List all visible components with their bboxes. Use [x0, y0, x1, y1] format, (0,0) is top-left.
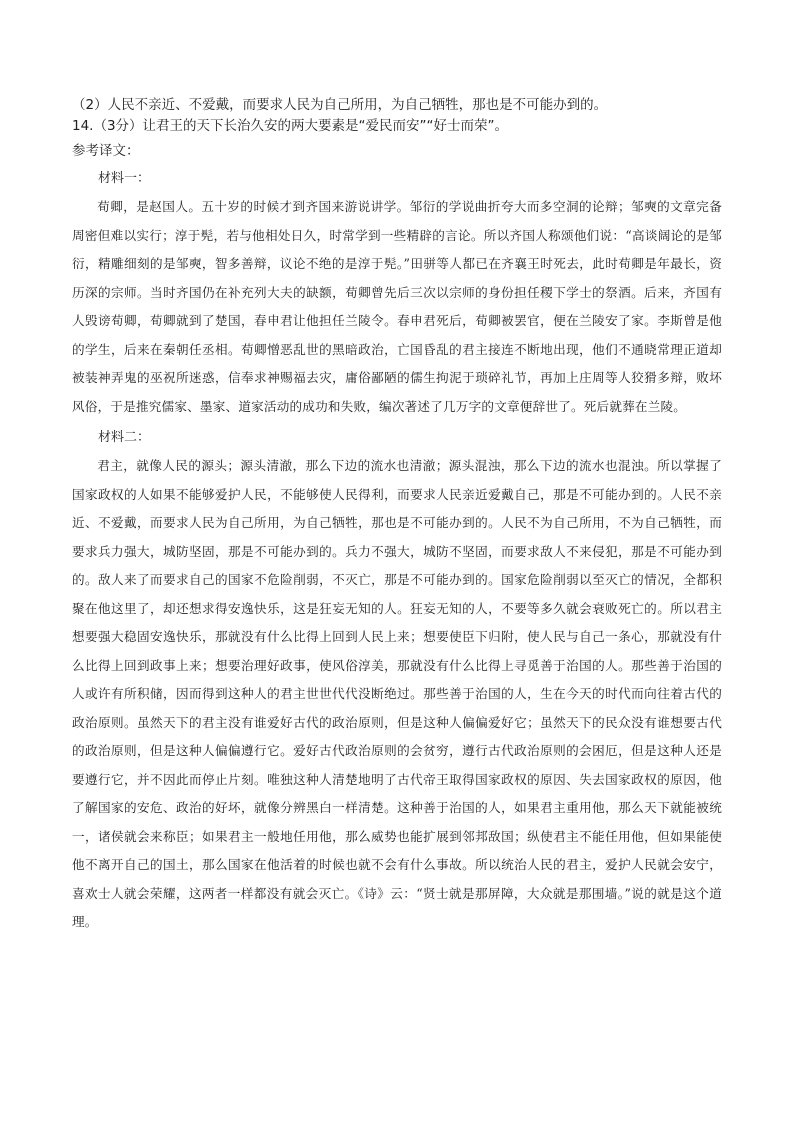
translation-heading: 参考译文：	[72, 143, 140, 159]
material-1-text: 荀卿，是赵国人。五十岁的时候才到齐国来游说讲学。邹衍的学说曲折夸大而多空洞的论辩；邹奭的文章完备周密但难以实行；淳于髡，若与他相处日久，时常学到一些精辟的言论。所以齐国人称颂他们说：“高谈阔论的是邹衍，精雕细刻的是邹奭，智多善辩，议论不绝的是淳于髡。”田骈等人都已在齐襄王时死去，此时荀卿是年最长，资历深的宗师。当时齐国仍在补充列大夫的缺额，荀卿曾先后三次以宗师的身份担任稷下学士的祭酒。后来，齐国有人毁谤荀卿，荀卿就到了楚国，春申君让他担任兰陵令。春申君死后，荀卿被罢官，便在兰陵安了家。李斯曾是他的学生，后来在秦朝任丞相。荀卿憎恶乱世的黑暗政治，亡国昏乱的君主接连不断地出现，他们不通晓常理正道却被装神弄鬼的巫祝所迷惑，信奉求神赐福去灾，庸俗鄙陋的儒生拘泥于琐碎礼节，再加上庄周等人狡猾多辩，败坏风俗，于是推究儒家、墨家、道家活动的成功和失败，编次著述了几万字的文章便辞世了。死后就葬在兰陵。	[72, 199, 722, 414]
material-2-title: 材料二：	[98, 430, 151, 445]
answer-line-2: （2）人民不亲近、不爱戴，而要求人民为自己所用，为自己牺牲，那也是不可能办到的。	[72, 97, 608, 113]
material-1-block	[72, 193, 722, 421]
answer-question-14: 14.（3分）让君王的天下长治久安的两大要素是“爱民而安”“好士而荣”。	[72, 118, 509, 134]
material-2-text: 君主，就像人民的源头；源头清澈，那么下边的流水也清澈；源头混浊，那么下边的流水也混浊。所以掌握了国家政权的人如果不能够爱护人民，不能够使人民得利，而要求人民亲近爱戴自己，那是不可能办到的。人民不亲近、不爱戴，而要求人民为自己所用，为自己牺牲，那也是不可能办到的。人民不为自己所用，不为自己牺牲，而要求兵力强大，城防坚固，那是不可能办到的。兵力不强大，城防不坚固，而要求敌人不来侵犯，那是不可能办到的。敌人来了而要求自己的国家不危险削弱，不灭亡，那是不可能办到的。国家危险削弱以至灭亡的情况，全都积聚在他这里了，却还想求得安逸快乐，这是狂妄无知的人。狂妄无知的人，不要等多久就会衰败死亡的。所以君主想要强大稳固安逸快乐，那就没有什么比得上回到人民上来；想要使臣下归附，使人民与自己一条心，那就没有什么比得上回到政事上来；想要治理好政事，使风俗淳美，那就没有什么比得上寻觅善于治国的人。那些善于治国的人或许有所积储，因而得到这种人的君主世世代代没断绝过。那些善于治国的人，生在今天的时代而向往着古代的政治原则。虽然天下的君主没有谁爱好古代的政治原则，但是这种人偏偏爱好它；虽然天下的民众没有谁想要古代的政治原则，但是这种人偏偏遵行它。爱好古代政治原则的会贫穷，遵行古代政治原则的会困厄，但是这种人还是要遵行它，并不因此而停止片刻。唯独这种人清楚地明了古代帝王取得国家政权的原因、失去国家政权的原因，他了解国家的安危、政治的好坏，就像分辨黑白一样清楚。这种善于治国的人，如果君主重用他，那么天下就能被统一，诸侯就会来称臣；如果君主一般地任用他，那么威势也能扩展到邻邦敌国；纵使君主不能任用他，但如果能使他不离开自己的国土，那么国家在他活着的时候也就不会有什么事故。所以统治人民的君主，爱护人民就会安宁，喜欢士人就会荣耀，这两者一样都没有就会灭亡。《诗》云：“贤士就是那屏障，大众就是那围墙。”说的就是这个道理。	[72, 458, 722, 929]
material-1-title: 材料一：	[98, 171, 151, 186]
document-content	[72, 95, 722, 937]
material-2-block	[72, 452, 722, 937]
